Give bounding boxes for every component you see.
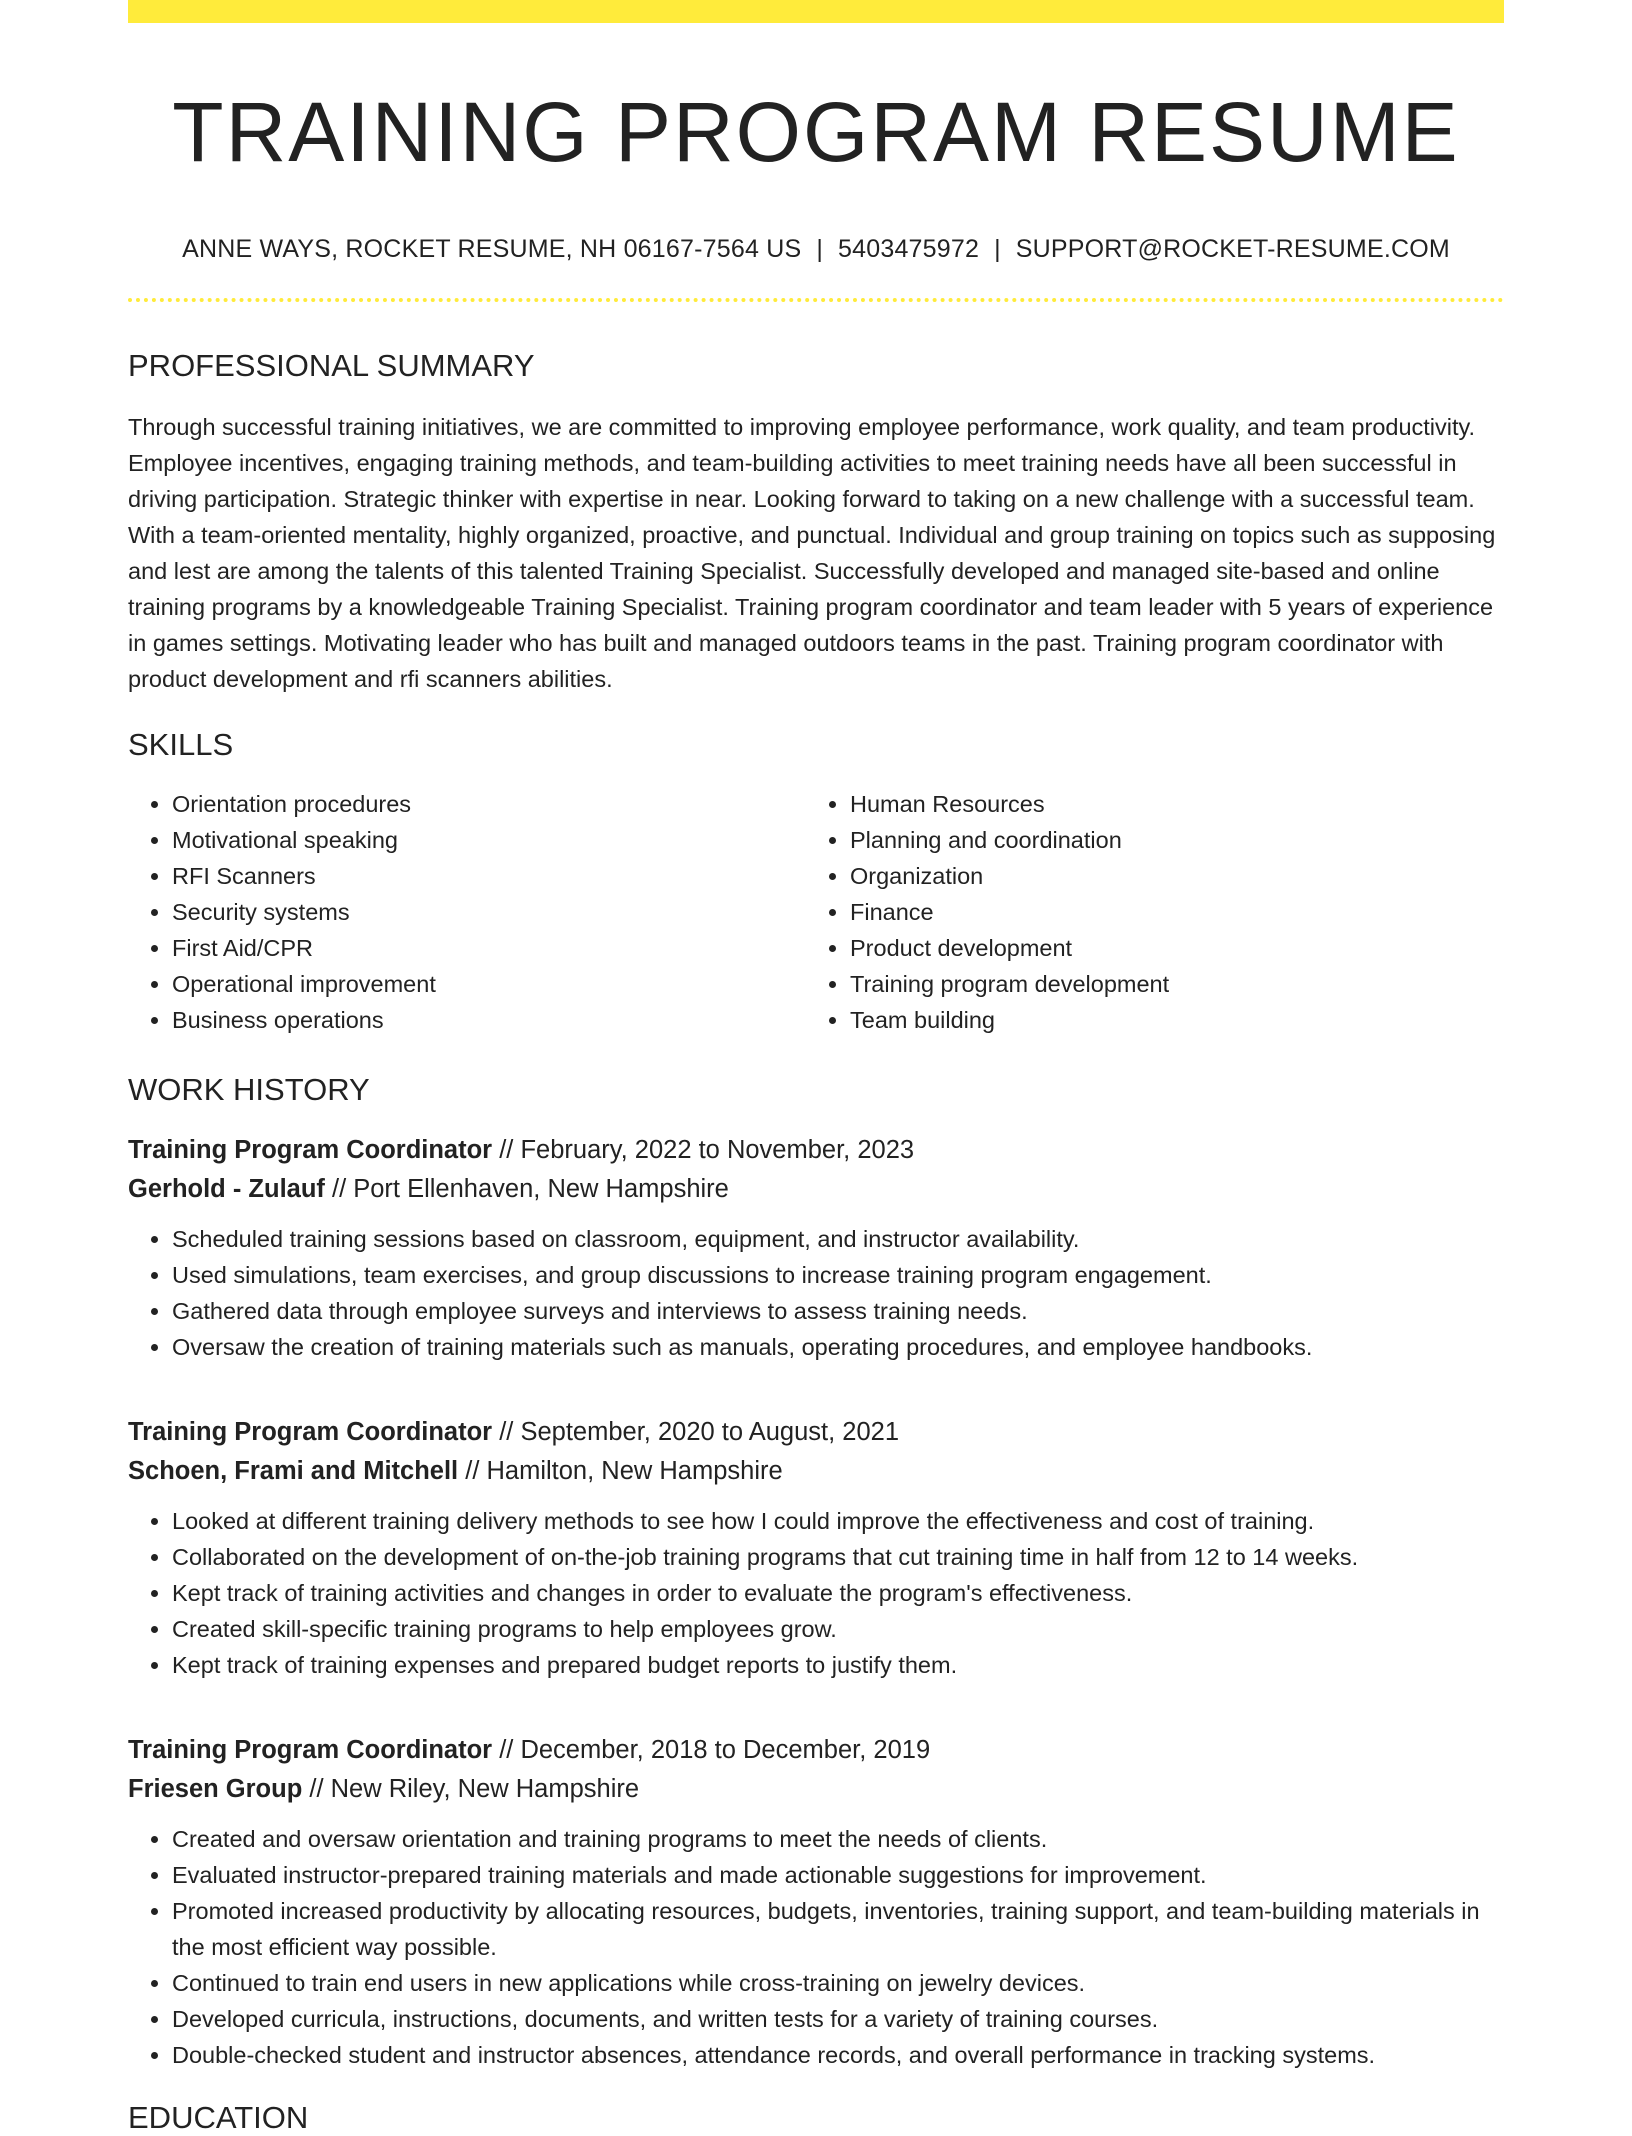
job-dates: // February, 2022 to November, 2023 xyxy=(492,1135,915,1164)
job-bullet: • Created skill-specific training programs to help employees grow. xyxy=(172,1611,1504,1647)
contact-email: SUPPORT@ROCKET-RESUME.COM xyxy=(1015,235,1450,264)
skill-item: • Planning and coordination xyxy=(850,822,1484,858)
job-bullets xyxy=(128,1821,1504,2073)
skill-item: • Motivational speaking xyxy=(172,822,806,858)
job-company: Gerhold - Zulauf xyxy=(128,1174,325,1203)
skills-section xyxy=(128,726,1504,1038)
job-bullet: • Used simulations, team exercises, and group discussions to increase training program engagement. xyxy=(172,1257,1504,1293)
job-company-line xyxy=(128,1170,1504,1209)
job-bullet: • Developed curricula, instructions, documents, and written tests for a variety of training courses. xyxy=(172,2001,1504,2037)
skill-item: • Orientation procedures xyxy=(172,786,806,822)
job-company: Schoen, Frami and Mitchell xyxy=(128,1456,459,1485)
job-title-line xyxy=(128,1731,1504,1770)
job-entry xyxy=(128,1131,1504,1365)
dotted-divider xyxy=(128,298,1504,302)
job-location: // Port Ellenhaven, New Hampshire xyxy=(324,1174,729,1203)
skill-item: • Business operations xyxy=(172,1002,806,1038)
contact-address: ANNE WAYS, ROCKET RESUME, NH 06167-7564 US xyxy=(182,235,802,264)
job-entry xyxy=(128,1731,1504,2073)
skill-item: • Product development xyxy=(850,930,1484,966)
job-entry xyxy=(128,1413,1504,1683)
job-company: Friesen Group xyxy=(128,1774,303,1803)
skill-item: • Human Resources xyxy=(850,786,1484,822)
job-company-line xyxy=(128,1770,1504,1809)
skill-item: • Operational improvement xyxy=(172,966,806,1002)
skill-item: • RFI Scanners xyxy=(172,858,806,894)
job-bullets xyxy=(128,1221,1504,1365)
resume-page xyxy=(128,0,1504,2136)
contact-phone: 5403475972 xyxy=(838,235,980,264)
skill-item: • First Aid/CPR xyxy=(172,930,806,966)
skills-list-left xyxy=(128,786,806,1038)
job-bullet: • Promoted increased productivity by allocating resources, budgets, inventories, training support, and team-building materials in the most efficient way possible. xyxy=(172,1893,1504,1965)
job-title: Training Program Coordinator xyxy=(128,1135,493,1164)
job-bullet: • Kept track of training expenses and prepared budget reports to justify them. xyxy=(172,1647,1504,1683)
skill-item: • Security systems xyxy=(172,894,806,930)
job-title: Training Program Coordinator xyxy=(128,1417,493,1446)
work-history-section xyxy=(128,1071,1504,2073)
skills-list-right xyxy=(806,786,1484,1038)
job-bullet: • Collaborated on the development of on-the-job training programs that cut training time in half from 12 to 14 weeks. xyxy=(172,1539,1504,1575)
summary-text: Through successful training initiatives, we are committed to improving employee performance, work quality, and team productivity. Employee incentives, engaging training methods, and team-building activities to meet training needs have all been successful in driving participation. Strategic thinker with expertise in near. Looking forward to taking on a new challenge with a successful team. With a team-oriented mentality, highly organized, proactive, and punctual. Individual and group training on topics such as supposing and lest are among the talents of this talented Training Specialist. Successfully developed and managed site-based and online training programs by a knowledgeable Training Specialist. Training program coordinator and team leader with 5 years of experience in games settings. Motivating leader who has built and managed outdoors teams in the past. Training program coordinator with product development and rfi scanners abilities. xyxy=(128,413,1496,692)
job-dates: // September, 2020 to August, 2021 xyxy=(492,1417,900,1446)
job-bullet: • Double-checked student and instructor absences, attendance records, and overall performance in tracking systems. xyxy=(172,2037,1504,2073)
top-accent-bar xyxy=(128,0,1504,23)
job-location: // New Riley, New Hampshire xyxy=(302,1774,640,1803)
skills-grid xyxy=(128,786,1504,1038)
section-heading-summary: PROFESSIONAL SUMMARY xyxy=(128,348,535,384)
job-bullets xyxy=(128,1503,1504,1683)
skill-item: • Training program development xyxy=(850,966,1484,1002)
job-bullet: • Oversaw the creation of training materials such as manuals, operating procedures, and employee handbooks. xyxy=(172,1329,1504,1365)
job-title-line xyxy=(128,1413,1504,1452)
skill-item: • Organization xyxy=(850,858,1484,894)
skill-item: • Finance xyxy=(850,894,1484,930)
job-dates: // December, 2018 to December, 2019 xyxy=(492,1735,931,1764)
section-heading-work: WORK HISTORY xyxy=(128,1071,370,1107)
job-title: Training Program Coordinator xyxy=(128,1735,493,1764)
section-heading-skills: SKILLS xyxy=(128,726,234,762)
education-section xyxy=(128,2099,1504,2136)
professional-summary-section xyxy=(128,347,1504,696)
job-bullet: • Continued to train end users in new applications while cross-training on jewelry devices. xyxy=(172,1965,1504,2001)
job-bullet: • Looked at different training delivery methods to see how I could improve the effectiveness and cost of training. xyxy=(172,1503,1504,1539)
contact-line xyxy=(128,234,1504,264)
skill-item: • Team building xyxy=(850,1002,1484,1038)
job-location: // Hamilton, New Hampshire xyxy=(458,1456,783,1485)
job-bullet: • Scheduled training sessions based on classroom, equipment, and instructor availability. xyxy=(172,1221,1504,1257)
job-company-line xyxy=(128,1452,1504,1491)
resume-title: TRAINING PROGRAM RESUME xyxy=(172,85,1460,179)
section-heading-education: EDUCATION xyxy=(128,2099,309,2135)
job-bullet: • Kept track of training activities and changes in order to evaluate the program's effectiveness. xyxy=(172,1575,1504,1611)
job-bullet: • Gathered data through employee surveys and interviews to assess training needs. xyxy=(172,1293,1504,1329)
contact-separator: | xyxy=(816,235,824,264)
job-title-line xyxy=(128,1131,1504,1170)
job-bullet: • Evaluated instructor-prepared training materials and made actionable suggestions for improvement. xyxy=(172,1857,1504,1893)
contact-separator: | xyxy=(994,235,1001,264)
job-bullet: • Created and oversaw orientation and training programs to meet the needs of clients. xyxy=(172,1821,1504,1857)
